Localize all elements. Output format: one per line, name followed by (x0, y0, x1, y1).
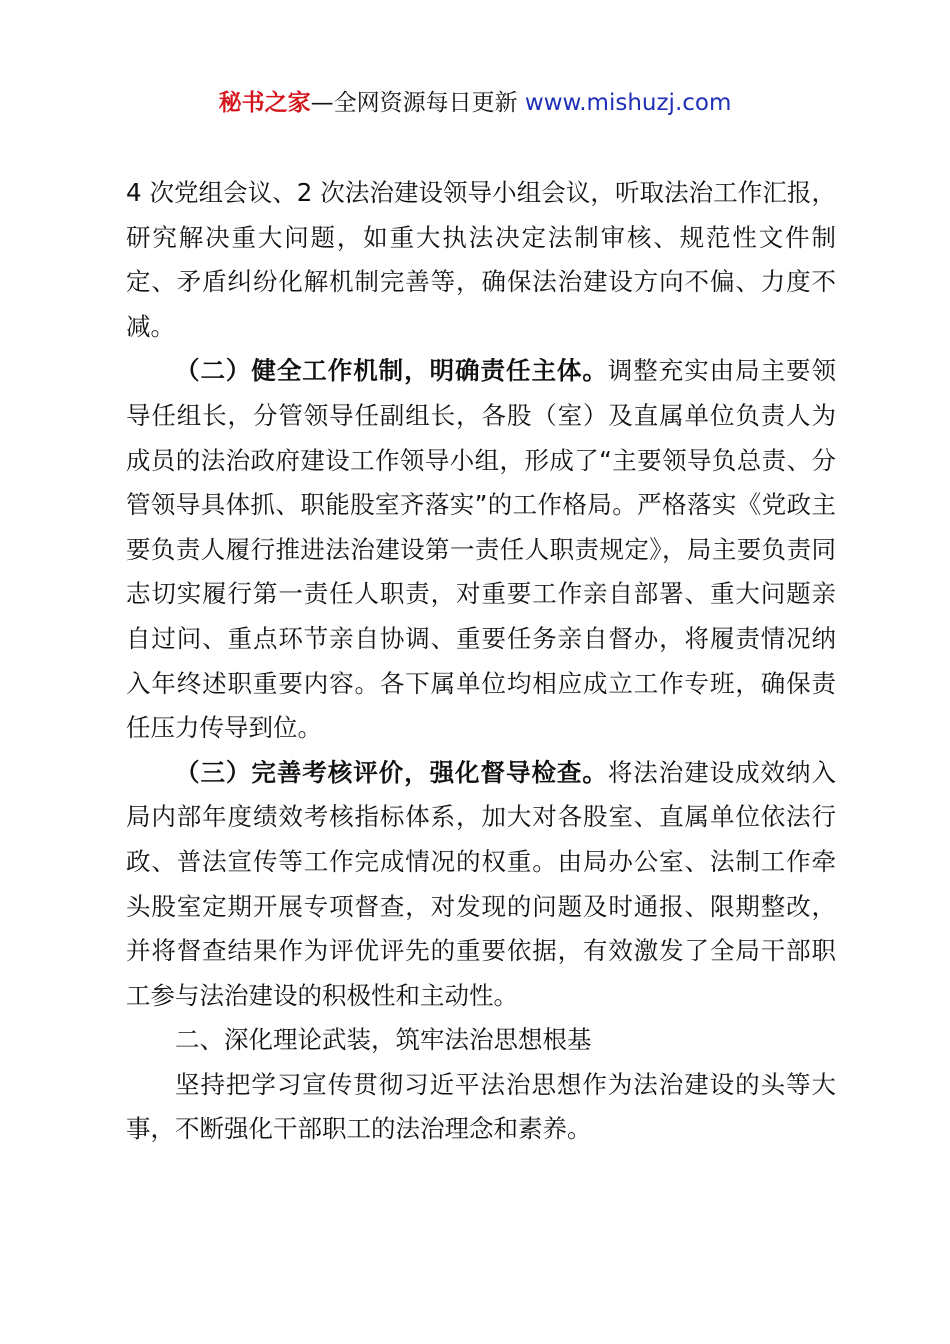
subheading-assessment: （三）完善考核评价，强化督导检查。 (175, 757, 608, 787)
website-link[interactable]: www.mishuzj.com (524, 90, 732, 116)
section-heading-theory: 二、深化理论武装，筑牢法治思想根基 (175, 1025, 592, 1055)
paragraph-work-mechanism-text: 调整充实由局主要领导任组长，分管领导任副组长，各股（室）及直属单位负责人为成员的法治政府建设工作领导小组，形成了“主要领导负总责、分管领导具体抓、职能股室齐落实”的工作格局。严格落实《党政主要负责人履行推进法治建设第一责任人职责规定》，局主要负责同志切实履行第一责任人职责，对重要工作亲自部署、重大问题亲自过问、重点环节亲自协调、重要任务亲自督办，将履责情况纳入年终述职重要内容。各下属单位均相应成立工作专班，确保责任压力传导到位。 (126, 356, 837, 743)
paragraph-theory-study: 坚持把学习宣传贯彻习近平法治思想作为法治建设的头等大事，不断强化干部职工的法治理念和素养。 (126, 1069, 836, 1144)
subheading-work-mechanism: （二）健全工作机制，明确责任主体。 (175, 356, 608, 386)
header-tagline: —全网资源每日更新 (310, 90, 525, 116)
paragraph-work-mechanism (126, 349, 836, 750)
page-header (0, 86, 950, 120)
paragraph-assessment-text: 将法治建设成效纳入局内部年度绩效考核指标体系，加大对各股室、直属单位依法行政、普法宣传等工作完成情况的权重。由局办公室、法制工作牵头股室定期开展专项督查，对发现的问题及时通报、限期整改，并将督查结果作为评优评先的重要依据，有效激发了全局干部职工参与法治建设的积极性和主动性。 (126, 757, 837, 1010)
document-body (126, 171, 836, 1152)
paragraph-continuation: 4 次党组会议、2 次法治建设领导小组会议，听取法治工作汇报，研究解决重大问题，如重大执法决定法制审核、规范性文件制定、矛盾纠纷化解机制完善等，确保法治建设方向不偏、力度不减。 (126, 178, 836, 341)
brand-name: 秘书之家 (218, 90, 311, 116)
paragraph-assessment (126, 751, 836, 1019)
